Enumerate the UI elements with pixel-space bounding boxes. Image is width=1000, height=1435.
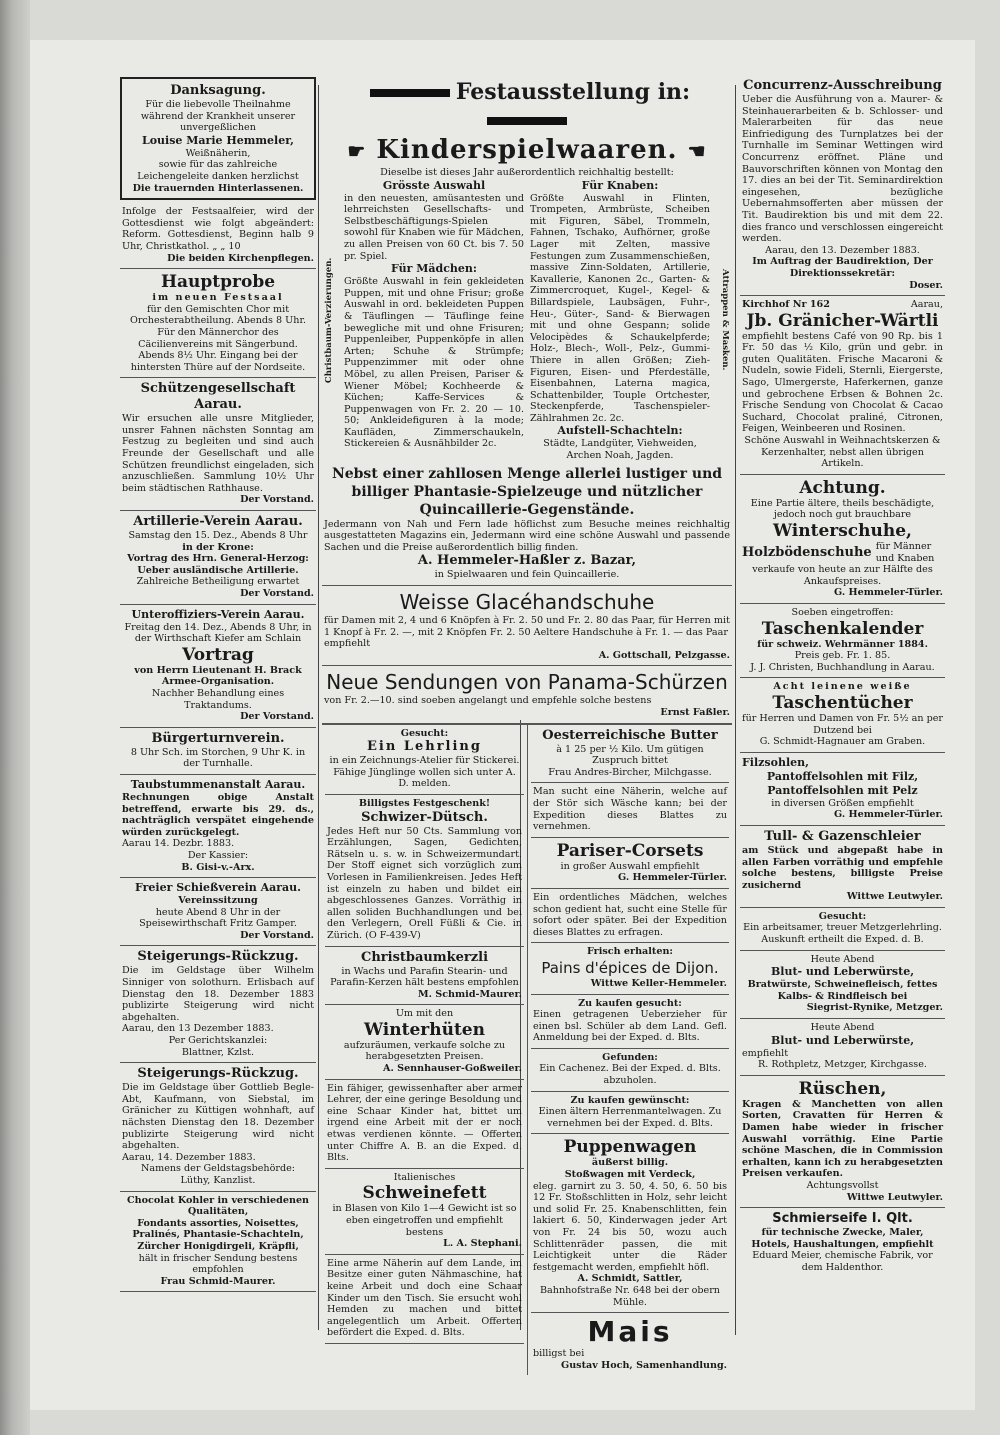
ad-signature: G. Schmidt-Hagnauer am Graben.	[759, 736, 926, 748]
middle-column	[322, 75, 732, 1371]
ad-text: 8 Uhr Sch. im Storchen, 9 Uhr K. in der Turnhalle.	[130, 746, 306, 770]
ad-mais	[531, 1313, 729, 1375]
ad-text: Einen getragenen Ueberzieher für einen bsl. Schüler ab dem Land. Gefl. Anmeldung bei der Exped. d. Blts.	[533, 1009, 727, 1044]
ad-subtitle: äußerst billig.	[591, 1157, 669, 1169]
ad-topic: Armee-Organisation.	[161, 676, 275, 688]
ad-text: Zahlreiche Betheiligung erwartet	[136, 576, 300, 588]
fest-grid	[324, 179, 730, 462]
pointing-hand-left-icon: ☚	[687, 139, 707, 163]
ad-zu-kaufen-gesucht	[531, 995, 729, 1049]
ad-signature: Die beiden Kirchenpflegen.	[167, 252, 314, 264]
ad-title: Achtung.	[799, 477, 886, 498]
ad-signature: Siegrist-Rynike, Metzger.	[806, 1002, 943, 1014]
fest-header	[324, 78, 730, 134]
ad-puppenwagen	[531, 1134, 729, 1313]
middle-subcolumn-right	[527, 725, 732, 1376]
ad-signature: Der Vorstand.	[240, 588, 314, 599]
ad-naeherin	[531, 783, 729, 837]
ad-text: Ein fähiger, gewissenhafter aber armer Lehrer, der eine geringe Besoldung und eine Schaar Kinder hat, bittet um irgend eine Arbeit mit der er noch etwas verdienen könnte. — Offerten unter Chiffre A. B. an die Exped. d. Blts.	[327, 1082, 522, 1164]
fest-col-boys	[530, 179, 710, 462]
ad-intro: Dieselbe ist dieses Jahr außerordentlich reichhaltig bestellt:	[380, 167, 674, 178]
ad-title: Pantoffelsohlen mit Pelz	[767, 783, 918, 797]
ad-signature: Gustav Hoch, Samenhandlung.	[561, 1359, 727, 1371]
ad-title: Winterhüten	[364, 1019, 485, 1040]
ad-text: Preis geb. Fr. 1. 85.	[794, 650, 891, 662]
ad-hauptprobe	[120, 269, 316, 378]
ad-subtitle: Stoßwagen mit Verdeck,	[564, 1169, 696, 1181]
ad-speaker: von Herrn Lieutenant H. Brack	[134, 664, 302, 676]
ad-title: Festausstellung in:	[455, 79, 691, 105]
ad-text: Ein ordentliches Mädchen, welches schon gedient hat, sucht eine Stelle für sofort oder später. Bei der Expedition dieses Blattes zu erfragen.	[533, 891, 727, 938]
ad-subtitle: im neuen Festsaal	[152, 292, 284, 304]
ad-date: Freitag den 14. Dez., Abends 8 Uhr, in der Wirthschaft Kiefer am Schlain	[124, 621, 312, 645]
ad-title: Ein Lehrling	[367, 739, 482, 755]
right-column	[740, 75, 945, 1340]
ad-title: Hauptprobe	[160, 272, 276, 293]
ad-text: Eine Partie ältere, theils beschädigte, jedoch noch gut brauchbare	[750, 497, 935, 521]
ad-title: Rüschen,	[798, 1078, 887, 1099]
ad-chocolat-kohler	[120, 1192, 316, 1293]
ad-location-line	[742, 299, 943, 311]
ad-text: am Stück und abgepaßt habe in allen Farben vorräthig und empfehle solche bestens, billigste Preise zusichernd	[742, 844, 943, 891]
ad-metzgerlehrling	[740, 908, 945, 951]
ad-title: Unteroffiziers-Verein Aarau.	[131, 607, 305, 621]
ad-pre: Um mit den	[395, 1008, 454, 1020]
fest-col-heading: Aufstell-Schachteln:	[557, 424, 683, 438]
ad-title: Artillerie-Verein Aarau.	[133, 514, 303, 530]
ad-blut-leberwuerste-1	[740, 951, 945, 1019]
ad-title: Mais	[587, 1315, 673, 1349]
ad-title: Puppenwagen	[563, 1137, 697, 1158]
ad-panama-schuerzen	[322, 666, 732, 723]
ad-text: Die im Geldstage über Wilhelm Sinniger von solothurn. Erlisbach auf Dienstag den 18. Dezember 1883 publizirte Steigerung wird nicht abgehalten.	[122, 965, 314, 1023]
ad-title: Taubstummenanstalt Aarau.	[130, 777, 306, 791]
ad-head: Billigstes Festgeschenk!	[358, 797, 491, 809]
ad-text: Rechnungen obige Anstalt betreffend, erwarte bis 29. ds., nachträglich verspätet eingehende würden zurückgelegt.	[122, 791, 314, 838]
ad-head: Soeben eingetroffen:	[791, 606, 894, 618]
ad-title: Steigerungs-Rückzug.	[137, 1066, 299, 1082]
ad-address: Bahnhofstraße Nr. 648 bei der obern Mühle.	[540, 1284, 720, 1308]
ad-signature-sub: in Spielwaaren und fein Quincaillerie.	[434, 569, 620, 581]
ad-text: Man sucht eine Näherin, welche auf der Stör sich Wäsche kann; bei der Expedition dieses Blattes zu vernehmen.	[533, 786, 727, 833]
ad-schweinefett	[325, 1169, 524, 1255]
ad-text: verkaufe von heute an zur Hälfte des Ankaufspreises.	[752, 564, 933, 587]
ad-shoes-line	[742, 541, 943, 564]
ad-signature: Blattner, Kzlst.	[181, 1046, 255, 1058]
ad-signature: A. Sennhauser-Goßweiler.	[383, 1063, 522, 1075]
ad-big-title: Kinderspielwaaren.	[376, 135, 678, 165]
ad-text: empfiehlt	[742, 1047, 789, 1059]
ad-signature: M. Schmid-Maurer.	[417, 988, 522, 1000]
ad-signature: Frau Schmid-Maurer.	[160, 1275, 276, 1287]
ad-date: Aarau, 14. Dezember 1883.	[122, 1151, 256, 1163]
ad-date: Samstag den 15. Dez., Abends 8 Uhr	[128, 530, 308, 542]
ad-head: Gesucht:	[400, 727, 449, 739]
ad-text: Bratwürste, Schweinefleisch, fettes Kalbs- & Rindfleisch bei	[747, 979, 938, 1002]
ad-text: à 1 25 per ½ Kilo. Um gütigen Zuspruch bittet	[556, 743, 704, 767]
ad-title: Filzsohlen,	[742, 755, 809, 769]
ad-text: in Blasen von Kilo 1—4 Gewicht ist so eben eingetroffen und empfiehlt bestens	[332, 1203, 517, 1238]
ad-title: Neue Sendungen von Panama-Schürzen	[326, 670, 728, 695]
ad-title: Taschenkalender	[761, 618, 924, 639]
ad-title: Christbaumkerzli	[360, 949, 489, 965]
ad-title: Blut- und Leberwürste,	[770, 1033, 915, 1047]
ad-signature: J. J. Christen, Buchhandlung in Aarau.	[750, 661, 935, 673]
column-rule	[735, 85, 736, 1335]
ad-text: eleg. garnirt zu 3. 50, 4. 50, 6. 50 bis 12 Fr. Stoßschlitten in Holz, sehr leicht und solid Fr. 25. Knabenschlitten, fein lakiert 6. 50, Kinderwagen jeder Art von Fr. 24 bis 50, wozu auch Schlittenräder passen, die mit Leichtigkeit unter die Räder festgemacht werden, empfiehlt höfl.	[533, 1180, 727, 1273]
side-label: Attrappen & Masken.	[720, 269, 730, 371]
ad-tull-schleier	[740, 826, 945, 908]
left-column	[120, 75, 316, 1335]
ad-signature: Ernst Faßler.	[660, 707, 730, 718]
ad-artillerie-verein	[120, 511, 316, 605]
ad-danksagung	[120, 77, 316, 200]
ad-schiessverein	[120, 878, 316, 946]
ad-date: Aarau 14. Dezbr. 1883.	[122, 838, 235, 850]
ad-text: in ein Zeichnungs-Atelier für Stickerei. Fähige Jünglinge wollen sich unter A. D. melden.	[329, 755, 520, 790]
ad-head: Zu kaufen gesucht:	[578, 997, 682, 1009]
ad-title: Jb. Gränicher-Wärtli	[746, 310, 939, 331]
ad-subtitle: Vereinssitzung	[178, 895, 258, 907]
ad-text: Einen ältern Herrenmantelwagen. Zu vernehmen bei der Exped. d. Blts.	[538, 1106, 722, 1129]
ad-rueschen	[740, 1076, 945, 1208]
ad-schmierseife	[740, 1208, 945, 1277]
ad-signature: Der Vorstand.	[240, 494, 314, 506]
ad-title: Pariser-Corsets	[556, 840, 704, 861]
ad-christbaumkerzli	[325, 947, 524, 1006]
ad-signature: Wittwe Keller-Hemmeler.	[590, 977, 727, 989]
fest-col-heading: Für Mädchen:	[391, 262, 477, 276]
ad-text: für Damen mit 2, 4 und 6 Knöpfen à Fr. 2. 50 und Fr. 2. 80 das Paar, für Herren mit 1 Knopf à Fr. 2. —, mit 2 Knöpfen Fr. 2. 50 Aeltere Handschuhe à Fr. 1. — das Paar empfiehlt	[324, 615, 730, 650]
ad-text: Eine arme Näherin auf dem Lande, im Besitze einer guten Nähmaschine, hat keine Arbeit und doch eine Schaar Kinder um den Tisch. Sie ersucht wohl Hemden zu machen und bittet angelegentlich um Arbeit. Offerten befördert die Exped. d. Blts.	[327, 1257, 522, 1339]
ad-signature: A. Gottschall, Pelzgasse.	[598, 649, 730, 661]
ad-role: Per Gerichtskanzlei:	[168, 1035, 268, 1047]
ad-talk: Vortrag des Hrn. General-Herzog: Ueber ausländische Artillerie.	[127, 553, 309, 576]
column-rule	[318, 85, 319, 1330]
ad-title: Pains d'épices de Dijon.	[541, 958, 719, 977]
fest-col-text: Größte Auswahl in fein gekleideten Puppen, mit und ohne Frisur; große Auswahl in ord. bekleideten Puppen & Täuflingen — Täuflinge feine bewegliche mit und ohne Frisuren; Puppenleiber, Puppenköpfe in allen Arten; Schuhe & Strümpfe; Puppenzimmer mit oder ohne Möbel, zu allen Preisen, Pariser & Wiener Möbel; Kochheerde & Küchen; Kaffe-Services & Puppenwagen von Fr. 2. 20 — 10. 50; Ankleidefiguren à la mode; Kaufläden, Zimmerschaukeln, Stickereien & Ausnähbilder 2c.	[344, 276, 524, 450]
middle-subcolumn-left	[322, 725, 527, 1376]
ad-signature: L. A. Stephani.	[443, 1238, 522, 1250]
ad-role: Der Kassier:	[187, 849, 249, 861]
ad-head: Zu kaufen gewünscht:	[570, 1094, 690, 1106]
ad-title: Schmierseife I. Qlt.	[772, 1211, 913, 1227]
ad-subtitle: für schweiz. Wehrmänner 1884.	[757, 638, 928, 650]
ad-signature: Wittwe Leutwyler.	[846, 891, 943, 903]
ad-text: in diversen Größen empfiehlt	[771, 797, 914, 809]
ad-filzsohlen	[740, 753, 945, 826]
ad-signature: A. Hemmeler-Haßler z. Bazar,	[417, 553, 637, 569]
ad-signature: Doser.	[909, 279, 943, 291]
ad-text: Ueber die Ausführung von a. Maurer- & Steinhauerarbeiten & b. Schlosser- und Malerarbeiten für das neue Einfriedigung des Turnplatzes bei der Turnhalle im Seminar Wettingen wird Concurrenz eröffnet. Pläne und Bauvorschriften können von Montag den 17. dies an bei der Tit. Seminardirektion eingesehen, bezügliche Uebernahmsofferten aber müssen der Tit. Baudirektion bis und mit dem 22. dies franco und verschlossen eingereicht werden.	[742, 94, 943, 245]
ad-text: Kragen & Manchetten von allen Sorten, Cravatten für Herren & Damen habe wieder in frischer Auswahl vorräthig. Eine Partie schöne Maschen, die in Commission erhalten, kann ich zu herabgesetzten Preisen verkaufen.	[742, 1098, 943, 1180]
ad-text: heute Abend 8 Uhr in der Speisewirthschaft Fritz Gamper.	[139, 906, 297, 930]
ad-date: Aarau, den 13 Dezember 1883.	[122, 1023, 274, 1035]
ad-text: für Herren und Damen von Fr. 5½ an per Dutzend bei	[742, 712, 943, 736]
fest-col-text: Städte, Landgüter, Viehweiden, Archen Noah, Jagden.	[543, 438, 697, 462]
ad-signature: G. Hemmeler-Türler.	[834, 587, 943, 599]
ad-text: billigst bei	[533, 1348, 585, 1360]
fest-col-heading: Grösste Auswahl	[382, 178, 486, 192]
fest-title	[324, 134, 730, 167]
ad-place: in der Krone:	[182, 541, 254, 553]
ad-text: Weißnäherin,	[185, 147, 251, 159]
ad-signature: Frau Andres-Bircher, Milchgasse.	[548, 766, 712, 778]
ad-big-title: Winterschuhe,	[773, 521, 912, 541]
ad-zu-kaufen-gewuenscht	[531, 1092, 729, 1135]
ad-title: Pantoffelsohlen mit Filz,	[766, 769, 919, 783]
ad-title: Bürgerturnverein.	[151, 730, 285, 746]
ad-text: Ein arbeitsamer, treuer Metzgerlehrling. Auskunft ertheilt die Exped. d. B.	[743, 922, 942, 946]
ad-text: in Wachs und Parafin Stearin- und Parafin-Kerzen hält bestens empfohlen	[330, 965, 519, 989]
ad-taubstummenanstalt	[120, 775, 316, 878]
ad-schwizer-duetsch	[325, 795, 524, 947]
ad-text: sowie für das zahlreiche Leichengeleite danken herzlichst	[137, 159, 299, 182]
ad-butter	[531, 725, 729, 784]
ad-address: Kirchhof Nr 162	[742, 299, 830, 311]
decorative-bar	[487, 117, 567, 125]
ad-text: in großer Auswahl empfiehlt	[560, 860, 700, 872]
ad-head: Gesucht:	[818, 910, 867, 922]
fest-col-girls	[344, 179, 524, 462]
ad-signature: G. Hemmeler-Türler.	[618, 872, 727, 884]
ad-achtung	[740, 475, 945, 604]
ad-gefunden	[531, 1049, 729, 1092]
ad-text: hält in frischer Sendung bestens empfohlen	[138, 1252, 298, 1276]
ad-buergerturnverein	[120, 728, 316, 775]
fest-col-heading: Für Knaben:	[581, 178, 659, 192]
ad-side-note: für Männer und Knaben	[875, 541, 935, 564]
ad-date: Aarau, den 13. Dezember 1883.	[765, 244, 920, 256]
ad-signature: G. Hemmeler-Türler.	[834, 809, 943, 821]
ad-maedchen	[531, 889, 729, 943]
ad-taschentuecher	[740, 678, 945, 752]
ad-town: Aarau,	[910, 299, 943, 311]
ad-text: Wir ersuchen alle unsre Mitglieder, unsrer Fahnen nächsten Sonntag am Festzug zu begleiten und sind auch Freunde der Gesellschaft und alle Schützen freundlichst eingeladen, sich anzuschließen. Sammlung 10½ Uhr beim städtischen Rathhause.	[122, 413, 314, 494]
ad-text: für technische Zwecke, Maler, Hotels, Haushaltungen, empfiehlt	[751, 1227, 934, 1250]
ad-text: Die im Geldstage über Gottlieb Begle-Abt, Kaufmann, von Siebstal, im Gränicher zu Küttigen wohnhaft, auf nächsten Dienstag den 18. Dezember publizirte Steigerung wird nicht abgehalten.	[122, 1082, 314, 1152]
ad-text: Jedes Heft nur 50 Cts. Sammlung von Erzählungen, Sagen, Gedichten, Rätseln u. s. w. in Schweizermundart. Der Stoff eignet sich vorzüglich zum Vorlesen in Familienkreisen. Jedes Heft ist einzeln zu haben und bildet ein abgeschlossenes Ganzes. Vorräthig in allen soliden Buchhandlungen und bei den Verlegern, Orell Füßli & Cie. in Zürich. (O F-439-V)	[327, 825, 522, 941]
ad-gottesdienst	[120, 203, 316, 269]
ad-signature: Lüthy, Kanzlist.	[180, 1174, 256, 1186]
ad-signature: Die trauernden Hinterlassenen.	[132, 182, 304, 194]
ad-name: Louise Marie Hemmeler,	[141, 133, 295, 147]
ad-items: Fondants assorties, Noisettes, Pralinés, Phantasie-Schachteln, Zürcher Honigdirgeli, Kräpfli,	[132, 1217, 304, 1252]
book-binding-edge	[0, 0, 30, 1435]
ad-text: für den Gemischten Chor mit Orchesterabtheilung. Abends 8 Uhr. Für den Männerchor des Cäcilienvereins mit Sängerbund. Abends 8½ Uhr. Eingang bei der hintersten Thüre auf der Nordseite.	[129, 303, 307, 373]
ad-signature: Der Vorstand.	[240, 929, 314, 941]
ad-lehrer	[325, 1080, 524, 1169]
ad-steigerungs-rueckzug-1	[120, 946, 316, 1063]
ad-title: Chocolat Kohler in verschiedenen Qualitäten,	[126, 1194, 310, 1218]
ad-title: Schützengesellschaft Aarau.	[140, 381, 296, 413]
ad-title: Concurrenz-Ausschreibung	[743, 78, 942, 93]
ad-text: Nachher Behandlung eines Traktandums.	[151, 687, 285, 711]
fest-col-text: in den neuesten, amüsantesten und lehrreichsten Gesellschafts- und Selbstbeschäftigungs-Spielen sowohl für Knaben wie für Mädchen, zu allen Preisen von 60 Ct. bis 7. 50 pr. Spiel.	[344, 192, 524, 262]
ad-text: Infolge der Festsaalfeier, wird der Gottesdienst wie folgt abgeändert: Reform. Gottesdienst, Beginn halb 9 Uhr, Christkathol. „ „ 10	[122, 206, 314, 252]
ad-schuetzengesellschaft	[120, 378, 316, 511]
ad-pre: Heute Abend	[810, 953, 875, 965]
ad-title: Schwizer-Dütsch.	[361, 809, 488, 825]
ad-title: Danksagung.	[170, 83, 266, 98]
ad-pre: Italienisches	[393, 1171, 456, 1183]
ad-title: Steigerungs-Rückzug.	[137, 949, 299, 965]
ad-winterhueten	[325, 1005, 524, 1079]
ad-glacehandschuhe	[322, 586, 732, 666]
ad-title: Blut- und Leberwürste,	[770, 965, 915, 979]
ad-head: Gefunden:	[602, 1051, 658, 1063]
ad-lehrling	[325, 725, 524, 795]
ad-text: Schöne Auswahl in Weihnachtskerzen & Kerzenhalter, nebst allen übrigen Artikeln.	[744, 435, 941, 470]
ad-festausstellung	[322, 75, 732, 586]
ad-text: Jedermann von Nah und Fern lade höflichst zum Besuche meines reichhaltig ausgestatteten Magazins ein, Jedermann wird eine schöne Auswahl und passende Sachen und die Preise außerordentlich billig finden.	[324, 518, 730, 553]
ad-signature: Der Vorstand.	[240, 711, 314, 723]
ad-role: Namens der Geldstagsbehörde:	[140, 1163, 296, 1175]
ad-unteroffiziers-verein	[120, 605, 316, 728]
ad-pariser-corsets	[531, 838, 729, 889]
fest-bottom-line: Nebst einer zahllosen Menge allerlei lustiger und billiger Phantasie-Spielzeuge und nützlicher Quincaillerie-Gegenstände.	[331, 465, 723, 518]
ad-head: Frisch erhalten:	[587, 946, 673, 958]
decorative-bar	[370, 89, 450, 97]
ad-blut-leberwuerste-2	[740, 1019, 945, 1076]
ad-role: Im Auftrag der Baudirektion, Der Direktionssekretär:	[752, 256, 933, 279]
ad-title: Schweinefett	[362, 1183, 487, 1204]
ad-title: Weisse Glacéhandschuhe	[399, 590, 655, 615]
fest-col-text: Größte Auswahl in Flinten, Trompeten, Armbrüste, Scheiben mit Figuren, Säbel, Trommeln, Fahnen, Tschako, Aufhörner, große Lager mit Zelten, massive Festungen zum Zusammenschießen, massive Zinn-Soldaten, Artillerie, Kavallerie, Kanonen 2c., Garten- & Zimmercroquet, Kugel-, Kegel- & Billardspiele, Laubsägen, Fuhr-, Heu-, Güter-, Sand- & Bierwagen mit und ohne Gespann; solide Velocipèdes & Schaukelpferde; Holz-, Blech-, Woll-, Pelz-, Gummi-Thiere in allen Größen; Zieh-Figuren, Eisen- und Pferdeställe, Eisenbahnen, Laterna magica, Schattenbilder, Touple Ortchester, Steckenpferde, Taschenspieler-Zählrahmen 2c. 2c.	[530, 192, 710, 424]
ad-text: Ein Cachenez. Bei der Exped. d. Blts. abzuholen.	[539, 1063, 721, 1087]
ad-pre: Heute Abend	[810, 1022, 875, 1034]
ad-text: aufzuräumen, verkaufe solche zu herabgesetzten Preisen.	[343, 1039, 506, 1063]
ad-title: Taschentücher	[772, 692, 913, 713]
ad-concurrenz	[740, 75, 945, 296]
ad-sub: Achtungsvollst	[806, 1179, 879, 1191]
ad-graenicher	[740, 296, 945, 475]
ad-title: Freier Schießverein Aarau.	[135, 881, 301, 895]
ad-big-title: Vortrag	[182, 644, 254, 665]
side-label: Christbaum-Verzierungen.	[324, 257, 334, 383]
ad-text: empfiehlt bestens Café von 90 Rp. bis 1 Fr. 50 das ½ Kilo, grün und gebr. in guten Qualitäten. Frische Macaroni & Nudeln, sowie Fideli, Sternli, Eiergerste, Sago, Ulmergerste, Haferkernen, ganze und gebrochene Erbsen & Bohnen 2c. Frische Sendung von Chocolat & Cacao Suchard, Chocolat praliné, Citronen, Feigen, Weinbeeren und Rosinen.	[742, 330, 943, 435]
ad-signature: Wittwe Leutwyler.	[846, 1191, 943, 1203]
ad-steigerungs-rueckzug-2	[120, 1063, 316, 1191]
ad-title: Tull- & Gazenschleier	[764, 828, 921, 844]
ad-text: von Fr. 2.—10. sind soeben angelangt und empfehle solche bestens	[324, 695, 652, 707]
ad-signature: R. Rothpletz, Metzger, Kirchgasse.	[758, 1059, 927, 1071]
pointing-hand-right-icon: ☛	[347, 139, 367, 163]
ad-big-title: Holzbödenschuhe	[742, 544, 872, 560]
middle-subcolumns	[322, 724, 732, 1376]
ad-naeherin-land	[325, 1255, 524, 1344]
ad-taschenkalender	[740, 604, 945, 678]
ad-signature: A. Schmidt, Sattler,	[577, 1273, 683, 1285]
ad-head: Acht leinene weiße	[773, 681, 912, 693]
ad-pains-depices	[531, 943, 729, 994]
ad-text: Für die liebevolle Theilnahme während der Krankheit unserer unvergeßlichen	[140, 99, 296, 134]
ad-title: Oesterreichische Butter	[542, 727, 718, 743]
ad-signature: B. Gisi-v.-Arx.	[181, 861, 255, 873]
ad-signature: Eduard Meier, chemische Fabrik, vor dem Haldenthor.	[752, 1250, 933, 1273]
